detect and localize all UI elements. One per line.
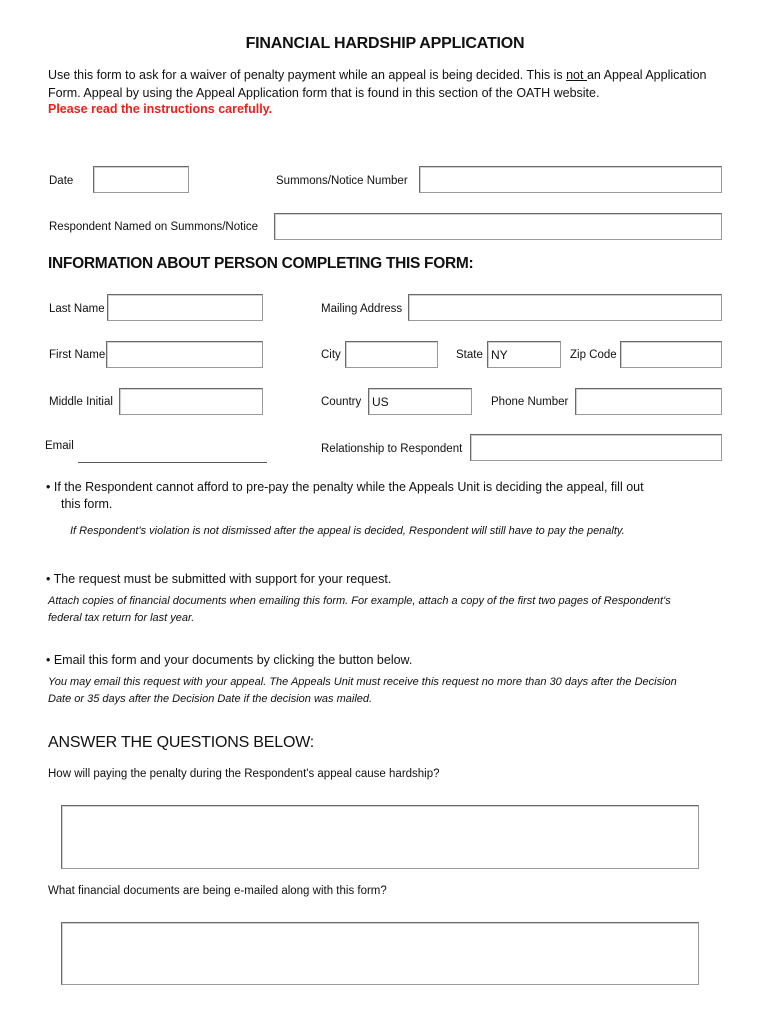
mailing-address-field[interactable] (408, 294, 722, 321)
intro-text-part2: an Appeal Application Form. Appeal by using the Appeal Application form that is found in this section of the OATH website. (48, 68, 707, 100)
person-section-heading: INFORMATION ABOUT PERSON COMPLETING THIS FORM: (48, 255, 474, 272)
first-name-field[interactable] (106, 341, 263, 368)
last-name-label: Last Name (49, 303, 105, 315)
date-label: Date (49, 175, 74, 187)
relationship-label: Relationship to Respondent (321, 443, 463, 455)
instructions-warning: Please read the instructions carefully. (48, 102, 273, 116)
instruction-note-3-line2: Date or 35 days after the Decision Date if the decision was mailed. (48, 693, 373, 705)
date-field[interactable] (93, 166, 189, 193)
instruction-note-3-line1: You may email this request with your appeal. The Appeals Unit must receive this request no more than 30 days after the Decision (48, 676, 677, 688)
state-field[interactable] (487, 341, 561, 368)
intro-text (48, 66, 738, 102)
respondent-name-field[interactable] (274, 213, 722, 240)
middle-initial-label: Middle Initial (49, 396, 113, 408)
instruction-bullet-1: • If the Respondent cannot afford to pre-pay the penalty while the Appeals Unit is deciding the appeal, fill out (46, 480, 644, 494)
instruction-note-2-line1: Attach copies of financial documents when emailing this form. For example, attach a copy of the first two pages of Respondent's (48, 595, 671, 607)
middle-initial-field[interactable] (119, 388, 263, 415)
hardship-answer-field[interactable] (61, 805, 699, 869)
intro-not-emphasis: not (566, 68, 587, 82)
instruction-note-1: If Respondent's violation is not dismissed after the appeal is decided, Respondent will still have to pay the penalty. (70, 525, 625, 537)
city-label: City (321, 349, 341, 361)
country-label: Country (321, 396, 362, 408)
instruction-bullet-3: • Email this form and your documents by clicking the button below. (46, 653, 413, 667)
instruction-bullet-2: • The request must be submitted with support for your request. (46, 572, 392, 586)
financial-documents-answer-field[interactable] (61, 922, 699, 985)
mailing-address-label: Mailing Address (321, 303, 403, 315)
question-1-label: How will paying the penalty during the Respondent's appeal cause hardship? (48, 768, 440, 780)
email-label: Email (45, 440, 74, 452)
phone-number-field[interactable] (575, 388, 722, 415)
intro-text-part1: Use this form to ask for a waiver of penalty payment while an appeal is being decided. This is (48, 68, 567, 82)
phone-number-label: Phone Number (491, 396, 569, 408)
respondent-name-label: Respondent Named on Summons/Notice (49, 221, 259, 233)
state-label: State (456, 349, 483, 361)
summons-number-label: Summons/Notice Number (276, 175, 408, 187)
last-name-field[interactable] (107, 294, 263, 321)
instruction-bullet-1-cont: this form. (61, 497, 113, 511)
instruction-note-2-line2: federal tax return for last year. (48, 612, 195, 624)
city-field[interactable] (345, 341, 438, 368)
first-name-label: First Name (49, 349, 106, 361)
zip-code-field[interactable] (620, 341, 722, 368)
relationship-field[interactable] (470, 434, 722, 461)
email-underline (78, 462, 267, 463)
country-field[interactable] (368, 388, 472, 415)
summons-number-field[interactable] (419, 166, 722, 193)
zip-code-label: Zip Code (570, 349, 617, 361)
question-2-label: What financial documents are being e-mailed along with this form? (48, 885, 387, 897)
questions-heading: ANSWER THE QUESTIONS BELOW: (48, 734, 315, 751)
form-title: FINANCIAL HARDSHIP APPLICATION (245, 35, 525, 52)
